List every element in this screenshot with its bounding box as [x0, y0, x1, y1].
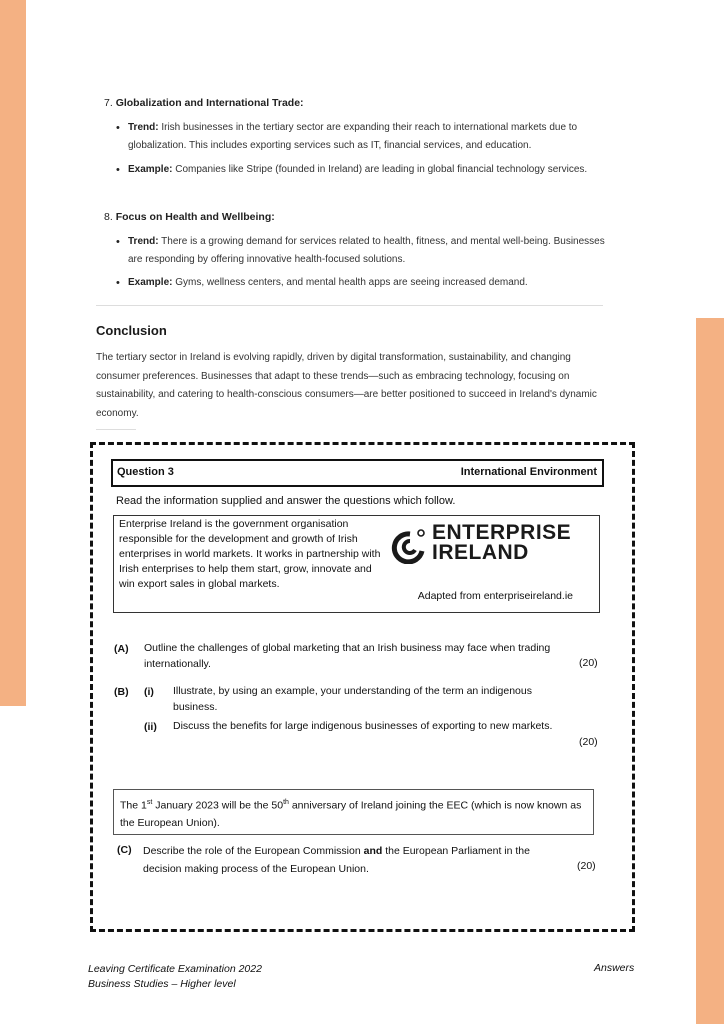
part-b-i-text: Illustrate, by using an example, your understanding of the term an indigenous business. — [173, 685, 532, 713]
eu-anniversary-text: The 1st January 2023 will be the 50th anniversary of Ireland joining the EEC (which is now known as the European Union). — [120, 799, 582, 829]
footer-answers-label: Answers — [594, 962, 635, 974]
part-c-label: (C) — [117, 844, 132, 856]
part-c-marks: (20) — [577, 860, 596, 872]
trend-bullet-7: • Trend: Irish businesses in the tertiary sector are expanding their reach to international markets due to globalization. This includes exporting services such as IT, financial services, and education. — [128, 119, 606, 155]
left-accent-bar — [0, 0, 26, 706]
conclusion-heading: Conclusion — [96, 323, 167, 338]
part-a-label: (A) — [114, 643, 129, 655]
part-b-i-label: (i) — [144, 686, 154, 698]
example-bullet-7: • Example: Companies like Stripe (founded in Ireland) are leading in global financial technology services. — [128, 161, 606, 179]
list-item-7-title: 7. Globalization and International Trade: — [104, 97, 304, 109]
footer-subject: Business Studies – Higher level — [88, 978, 236, 990]
part-a-text: Outline the challenges of global marketing that an Irish business may face when trading internationally. — [144, 642, 551, 670]
exam-question-box — [90, 442, 635, 932]
question-number: Question 3 — [117, 466, 174, 478]
info-box — [113, 515, 600, 613]
logo-line-1: ENTERPRISE — [432, 521, 572, 544]
footer-left — [88, 962, 262, 992]
trend-bullet-8: • Trend: There is a growing demand for services related to health, fitness, and mental well-being. Businesses are responding by offering innovative health-focused solutions. — [128, 233, 606, 269]
logo-line-2: IRELAND — [432, 541, 529, 564]
question-header — [111, 459, 604, 487]
part-b-ii-label: (ii) — [144, 721, 157, 733]
section-divider — [96, 305, 603, 306]
question-instruction: Read the information supplied and answer the questions which follow. — [116, 495, 456, 507]
conclusion-paragraph: The tertiary sector in Ireland is evolving rapidly, driven by digital transformation, sustainability, and changing consumer preferences. Businesses that adapt to these trends—such as embracing technology, focusing on sustainability, and catering to health-conscious consumers—are better positioned to succeed in Ireland's dynamic economy. — [96, 352, 597, 419]
question-topic: International Environment — [460, 466, 597, 478]
short-divider — [96, 429, 136, 430]
right-accent-bar — [696, 318, 724, 1024]
footer-exam-title: Leaving Certificate Examination 2022 — [88, 963, 262, 975]
part-c-text: Describe the role of the European Commission and the European Parliament in the decision making process of the European Union. — [143, 845, 530, 875]
info-text: Enterprise Ireland is the government organisation responsible for the development and growth of Irish enterprises in world markets. It works in partnership with Irish enterprises to help them start, grow, innovate and win export sales in global markets. — [119, 518, 381, 590]
eu-anniversary-box — [113, 789, 594, 835]
example-bullet-8: • Example: Gyms, wellness centers, and mental health apps are seeing increased demand. — [128, 274, 606, 292]
source-credit: Adapted from enterpriseireland.ie — [417, 590, 573, 602]
list-item-8-title: 8. Focus on Health and Wellbeing: — [104, 211, 275, 223]
enterprise-ireland-logo — [390, 522, 570, 562]
part-b-marks: (20) — [579, 736, 598, 748]
part-b-ii-text: Discuss the benefits for large indigenous businesses of exporting to new markets. — [173, 720, 553, 732]
part-b-label: (B) — [114, 686, 129, 698]
enterprise-ireland-logo-mark-icon — [390, 524, 430, 564]
part-a-marks: (20) — [579, 657, 598, 669]
